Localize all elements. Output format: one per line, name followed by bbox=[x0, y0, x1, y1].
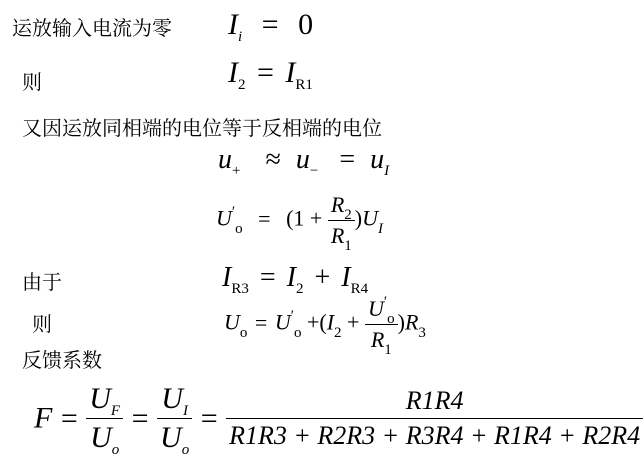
fraction-ui-over-uo: $\frac{U_I}{U_o}$ bbox=[157, 382, 192, 455]
equation-uo: $U_o = U'_o +(I_2$ + $\frac{U'_o}{R_1}$ )$R_3$ bbox=[224, 294, 426, 358]
condition-noninverting-equals-inverting: 又因运放同相端的电位等于反相端的电位 bbox=[22, 116, 382, 140]
then-label-2: 则 bbox=[32, 312, 52, 336]
condition-input-current-zero: 运放输入电流为零 bbox=[12, 16, 172, 40]
fraction-resistor-ratio: $\frac{R1R4}{R1R3 + R2R3 + R3R4 + R1R4 + R2R4}$ bbox=[226, 386, 643, 451]
because-label: 由于 bbox=[22, 270, 62, 294]
equation-i2-ir1: $I_2 = I_{R1}$ bbox=[228, 56, 313, 93]
fraction-uf-over-uo: $\frac{U_F}{U_o}$ bbox=[86, 382, 123, 455]
fraction-r2-over-r1: $\frac{R_2}{R_1}$ bbox=[328, 192, 355, 249]
equation-feedback-coefficient: F = $\frac{U_F}{U_o}$ = $\frac{U_I}{U_o}$ = $\frac{R1R4}{R1R3 + R2R3 + R3R4 + R1R4 + R2R4}$ bbox=[34, 382, 643, 455]
then-label-1: 则 bbox=[22, 70, 42, 94]
equation-uo-prime: $U'_o = (1$ + $\frac{R_2}{R_1}$ )$U_I$ bbox=[216, 192, 383, 254]
feedback-coefficient-label: 反馈系数 bbox=[22, 348, 102, 372]
equation-ii-zero: $I_i = 0$ bbox=[228, 8, 314, 45]
fraction-uo-prime-over-r1: $\frac{U'_o}{R_1}$ bbox=[365, 296, 398, 353]
equation-u-plus-approx-u-minus: $u_+ \approx u_- = u_I$ bbox=[218, 144, 390, 179]
equation-ir3-sum: $I_{R3} = I_2 + I_{R4}$ bbox=[222, 262, 369, 297]
